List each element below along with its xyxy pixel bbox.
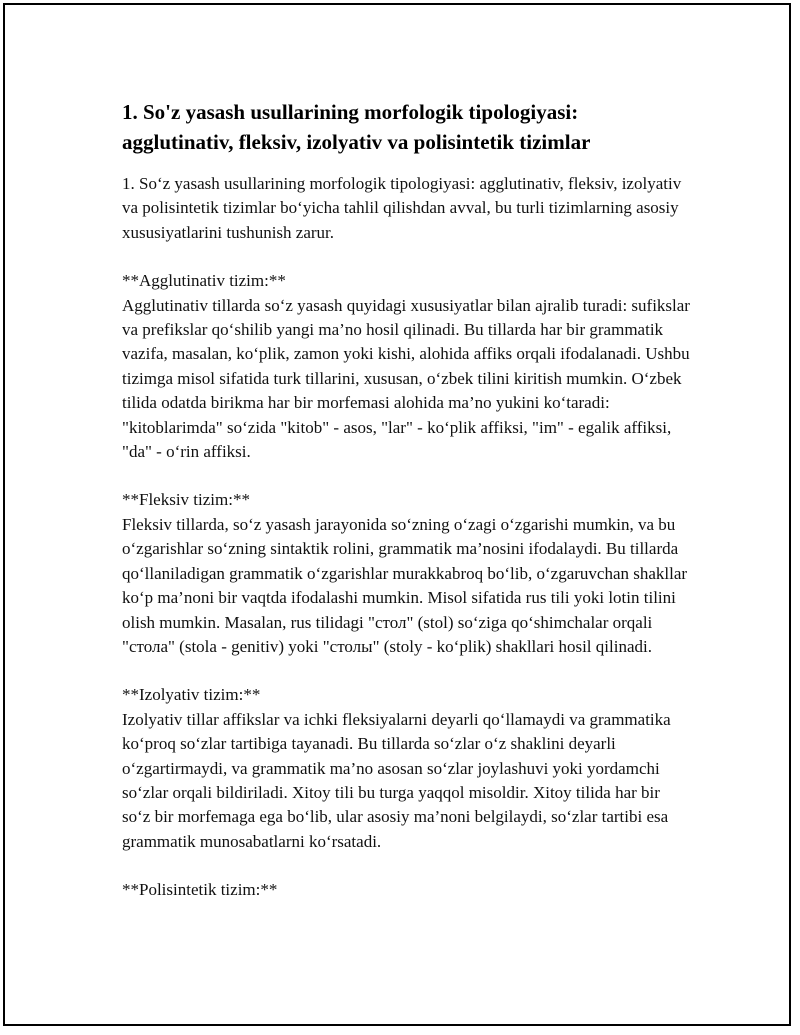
- document-title: [122, 97, 692, 157]
- section-body: Fleksiv tillarda, so‘z yasash jarayonida so‘zning o‘zagi o‘zgarishi mumkin, va bu o‘zgarishlar so‘zning sintaktik rolini, grammatik ma’nosini ifodalaydi. Bu tillarda qo‘llaniladigan grammatik o‘zgarishlar murakkabroq bo‘lib, o‘zgaruvchan shakllar ko‘p ma’noni bir vaqtda ifodalashi mumkin. Misol sifatida rus tili yoki lotin tilini olish mumkin. Masalan, rus tilidagi "стол" (stol) so‘ziga qo‘shimchalar orqali "стола" (stola - genitiv) yoki "столы" (stoly - ko‘plik) shakllari hosil qilinadi.: [122, 514, 688, 656]
- section-heading: **Agglutinativ tizim:**: [122, 271, 286, 291]
- intro-paragraph: 1. So‘z yasash usullarining morfologik tipologiyasi: agglutinativ, fleksiv, izolyativ va polisintetik tizimlar bo‘yicha tahlil qilishdan avval, bu turli tizimlarning asosiy xususiyatlarini tushunish zarur.: [122, 174, 682, 242]
- section-heading: **Fleksiv tizim:**: [122, 490, 250, 510]
- section-agglutinative: [122, 269, 692, 464]
- document-content: [122, 97, 692, 903]
- section-body: Agglutinativ tillarda so‘z yasash quyidagi xususiyatlar bilan ajralib turadi: sufikslar va prefikslar qo‘shilib yangi ma’no hosil qilinadi. Bu tillarda har bir grammatik vazifa, masalan, ko‘plik, zamon yoki kishi, alohida affiks orqali ifodalanadi. Ushbu tizimga misol sifatida turk tillarini, xususan, o‘zbek tilini kiritish mumkin. O‘zbek tilida odatda birikma har bir morfemasi alohida ma’no yukini ko‘taradi: "kitoblarimda" so‘zida "kitob" - asos, "lar" - ko‘plik affiksi, "im" - egalik affiksi, "da" - o‘rin affiksi.: [122, 295, 690, 462]
- section-heading: **Izolyativ tizim:**: [122, 685, 261, 705]
- page-frame: [3, 3, 791, 1026]
- section-fusional: [122, 488, 692, 659]
- title-line-1: 1. So'z yasash usullarining morfologik tipologiyasi:: [122, 100, 579, 124]
- section-heading: **Polisintetik tizim:**: [122, 880, 278, 900]
- section-body: Izolyativ tillar affikslar va ichki fleksiyalarni deyarli qo‘llamaydi va grammatika ko‘proq so‘zlar tartibiga tayanadi. Bu tillarda so‘zlar o‘z shaklini deyarli o‘zgartirmaydi, va grammatik ma’no asosan so‘zlar joylashuvi yoki yordamchi so‘zlar orqali bildiriladi. Xitoy tili bu turga yaqqol misoldir. Xitoy tilida har bir so‘z bir morfemaga ega bo‘lib, ular asosiy ma’noni belgilaydi, so‘zlar tartibi esa grammatik munosabatlarni ko‘rsatadi.: [122, 709, 671, 851]
- title-line-2: agglutinativ, fleksiv, izolyativ va polisintetik tizimlar: [122, 130, 591, 154]
- section-polysynthetic: [122, 878, 692, 902]
- section-isolating: [122, 683, 692, 854]
